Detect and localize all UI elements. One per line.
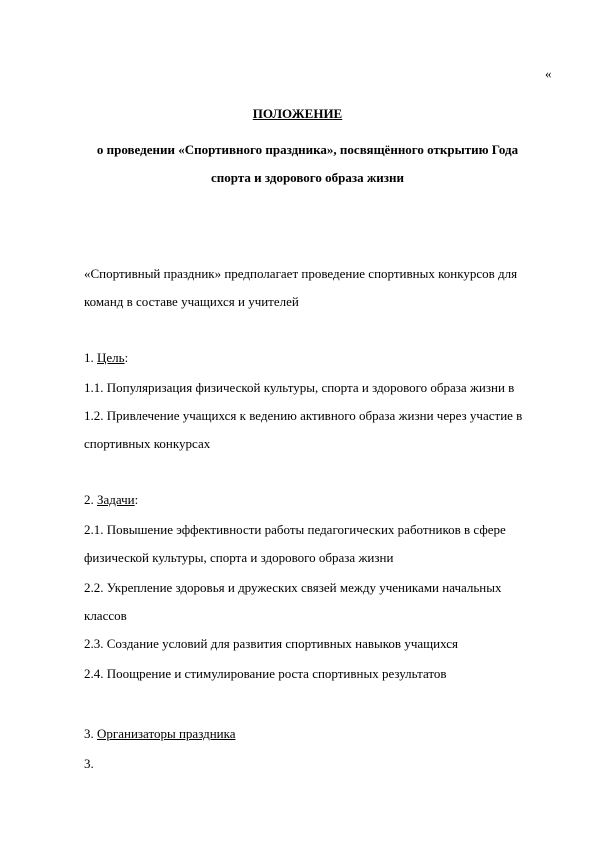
section-1-item-2-line-1: 1.2. Привлечение учащихся к ведению активного образа жизни через участие в <box>84 408 523 423</box>
section-2-heading <box>84 486 526 514</box>
section-2-item-1-line-2: физической культуры, спорта и здорового образа жизни <box>84 550 394 565</box>
section-3-title: Организаторы праздника <box>97 726 236 741</box>
section-1-heading <box>84 344 526 372</box>
section-3-heading <box>84 720 526 748</box>
intro-line-1: «Спортивный праздник» предполагает проведение спортивных конкурсов для <box>84 266 518 281</box>
section-1-number: 1. <box>84 350 94 365</box>
section-3-number: 3. <box>84 726 94 741</box>
section-2-title: Задачи <box>97 492 135 507</box>
section-2-item-3: 2.3. Создание условий для развития спортивных навыков учащихся <box>84 636 458 651</box>
section-1-colon: : <box>124 350 129 365</box>
section-2-colon: : <box>134 492 139 507</box>
section-1-item-2-line-2: спортивных конкурсах <box>84 436 211 451</box>
section-2-item-1-line-1: 2.1. Повышение эффективности работы педагогических работников в сфере <box>84 522 506 537</box>
corner-quote-mark: « <box>545 66 552 81</box>
section-2-item-2-line-1: 2.2. Укрепление здоровья и дружеских связей между учениками начальных <box>84 580 502 595</box>
section-2-item-4: 2.4. Поощрение и стимулирование роста спортивных результатов <box>84 666 447 681</box>
section-1-title: Цель <box>97 350 125 365</box>
intro-line-2: команд в составе учащихся и учителей <box>84 294 299 309</box>
section-1-item-1: 1.1. Популяризация физической культуры, спорта и здорового образа жизни в <box>84 380 515 395</box>
section-2-item-2-line-2: классов <box>84 608 127 623</box>
document-subtitle-line-1: о проведении «Спортивного праздника», посвящённого открытию Года <box>96 142 519 157</box>
document-subtitle-line-2: спорта и здорового образа жизни <box>211 170 404 185</box>
section-3-item: 3. <box>84 756 94 771</box>
document-title: ПОЛОЖЕНИЕ <box>252 106 343 121</box>
section-2-number: 2. <box>84 492 94 507</box>
